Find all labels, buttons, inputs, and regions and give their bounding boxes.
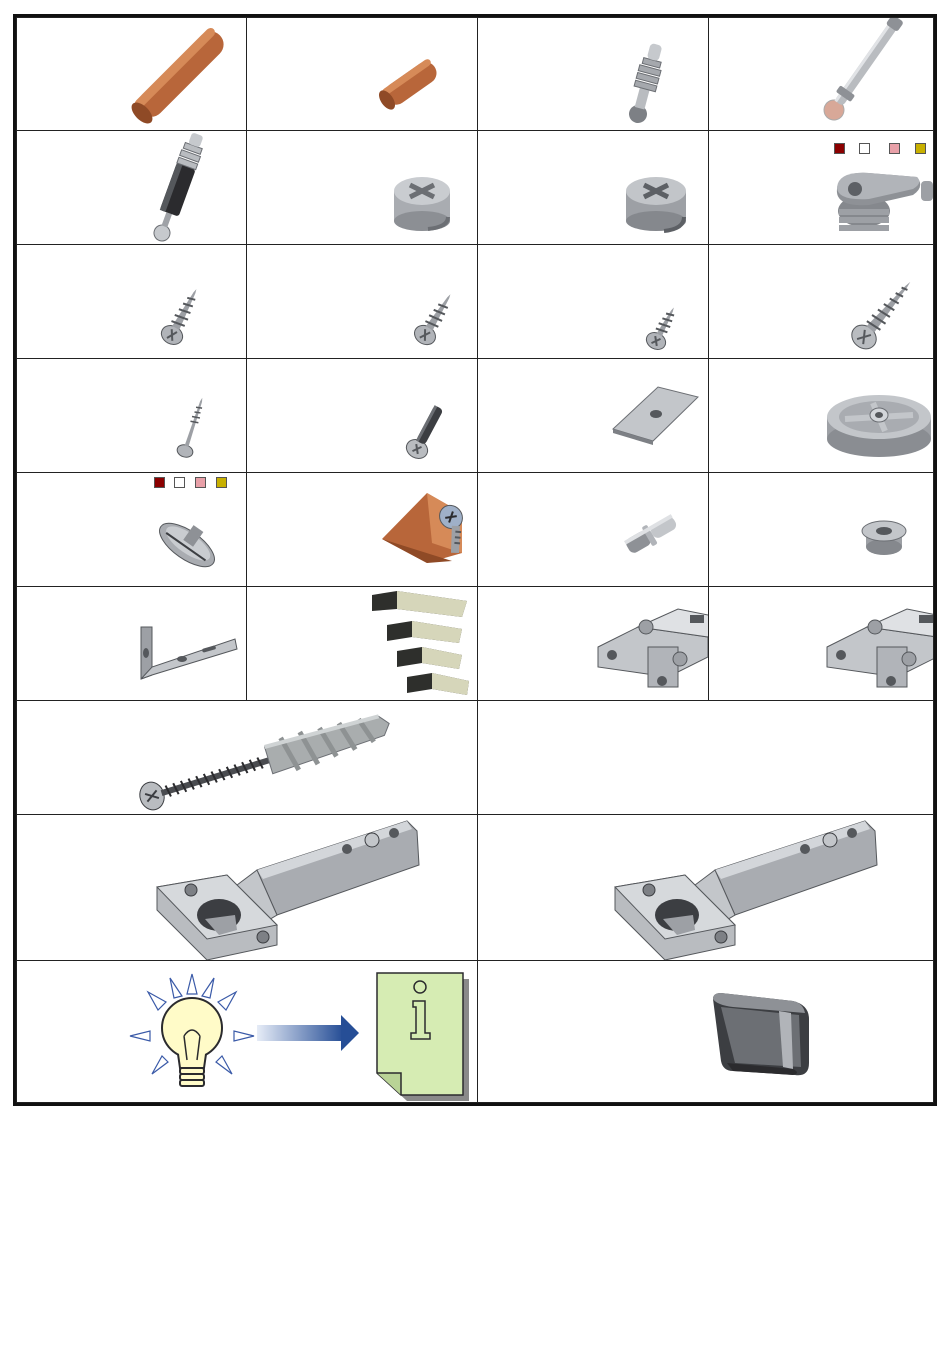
bolt-pin-icon bbox=[247, 359, 478, 473]
color-swatch-red[interactable] bbox=[834, 143, 845, 154]
part-cell-screw-4 bbox=[708, 244, 934, 359]
furniture-glide-icon bbox=[709, 359, 934, 473]
part-cell-nail bbox=[16, 358, 247, 473]
part-cell-bushing bbox=[708, 472, 934, 587]
part-cell-furniture-glide bbox=[708, 358, 934, 473]
color-swatch-pink[interactable] bbox=[889, 143, 900, 154]
part-cell-wall-anchor-screw bbox=[16, 700, 478, 815]
nail-screw-icon bbox=[17, 359, 247, 473]
cam-lock-alt-icon bbox=[478, 131, 709, 245]
color-swatch-red[interactable] bbox=[154, 477, 165, 488]
cam-bolt-long-icon bbox=[709, 18, 934, 131]
part-cell-cam-lock-1 bbox=[246, 130, 478, 245]
edge-clip-icon bbox=[478, 961, 934, 1103]
angle-bracket-icon bbox=[17, 587, 247, 701]
arrow-right-icon bbox=[257, 1015, 359, 1051]
cam-cover-cap-icon bbox=[709, 131, 934, 245]
part-cell-cover-cap-screw bbox=[16, 472, 247, 587]
part-cell-bolt-pin bbox=[246, 358, 478, 473]
cam-lock-icon bbox=[247, 131, 478, 245]
info-hint-cell bbox=[16, 960, 478, 1103]
shelf-pin-icon bbox=[478, 473, 709, 587]
part-cell-screw-3 bbox=[477, 244, 709, 359]
part-cell-hinge-plate-1 bbox=[477, 586, 709, 701]
part-cell-corner-bracket bbox=[246, 472, 478, 587]
part-cell-concealed-hinge-2 bbox=[477, 814, 934, 961]
part-cell-concealed-hinge-1 bbox=[16, 814, 478, 961]
color-swatch-yellow[interactable] bbox=[915, 143, 926, 154]
part-cell-shims bbox=[246, 586, 478, 701]
connector-bolt-icon bbox=[17, 131, 247, 245]
bushing-icon bbox=[709, 473, 934, 587]
part-cell-cam-cover-cap bbox=[708, 130, 934, 245]
wood-screw-small-icon bbox=[478, 245, 709, 359]
part-cell-screw-2 bbox=[246, 244, 478, 359]
concealed-hinge-icon bbox=[17, 815, 478, 961]
parts-sheet bbox=[13, 14, 937, 1106]
wood-screw-long-icon bbox=[709, 245, 934, 359]
hinge-mounting-plate-icon bbox=[709, 587, 934, 701]
part-cell-metal-plate bbox=[477, 358, 709, 473]
color-swatch-white[interactable] bbox=[174, 477, 185, 488]
empty-cell bbox=[477, 700, 934, 815]
cam-bolt-short-icon bbox=[478, 18, 709, 131]
part-cell-wood-dowel-short bbox=[246, 17, 478, 131]
part-cell-connector-bolt bbox=[16, 130, 247, 245]
hinge-mounting-plate-icon bbox=[478, 587, 709, 701]
shim-wedges-icon bbox=[247, 587, 478, 701]
wall-anchor-screw-icon bbox=[17, 701, 478, 815]
part-cell-edge-clip bbox=[477, 960, 934, 1103]
part-cell-wood-dowel-long bbox=[16, 17, 247, 131]
wood-screw-icon bbox=[17, 245, 247, 359]
wood-screw-icon bbox=[247, 245, 478, 359]
part-cell-angle-bracket bbox=[16, 586, 247, 701]
lightbulb-icon bbox=[130, 974, 254, 1086]
concealed-hinge-icon bbox=[478, 815, 934, 961]
cover-cap-screw-icon bbox=[17, 473, 247, 587]
corner-bracket-icon bbox=[247, 473, 478, 587]
wood-dowel-short-icon bbox=[247, 18, 478, 131]
wood-dowel-long-icon bbox=[17, 18, 247, 131]
info-hint-graphic bbox=[17, 961, 478, 1103]
color-swatch-yellow[interactable] bbox=[216, 477, 227, 488]
part-cell-cam-bolt-long bbox=[708, 17, 934, 131]
color-swatch-pink[interactable] bbox=[195, 477, 206, 488]
part-cell-cam-lock-2 bbox=[477, 130, 709, 245]
color-swatch-white[interactable] bbox=[859, 143, 870, 154]
info-document-icon bbox=[377, 973, 469, 1101]
part-cell-hinge-plate-2 bbox=[708, 586, 934, 701]
part-cell-shelf-pin bbox=[477, 472, 709, 587]
metal-plate-icon bbox=[478, 359, 709, 473]
part-cell-screw-1 bbox=[16, 244, 247, 359]
part-cell-cam-bolt-short bbox=[477, 17, 709, 131]
